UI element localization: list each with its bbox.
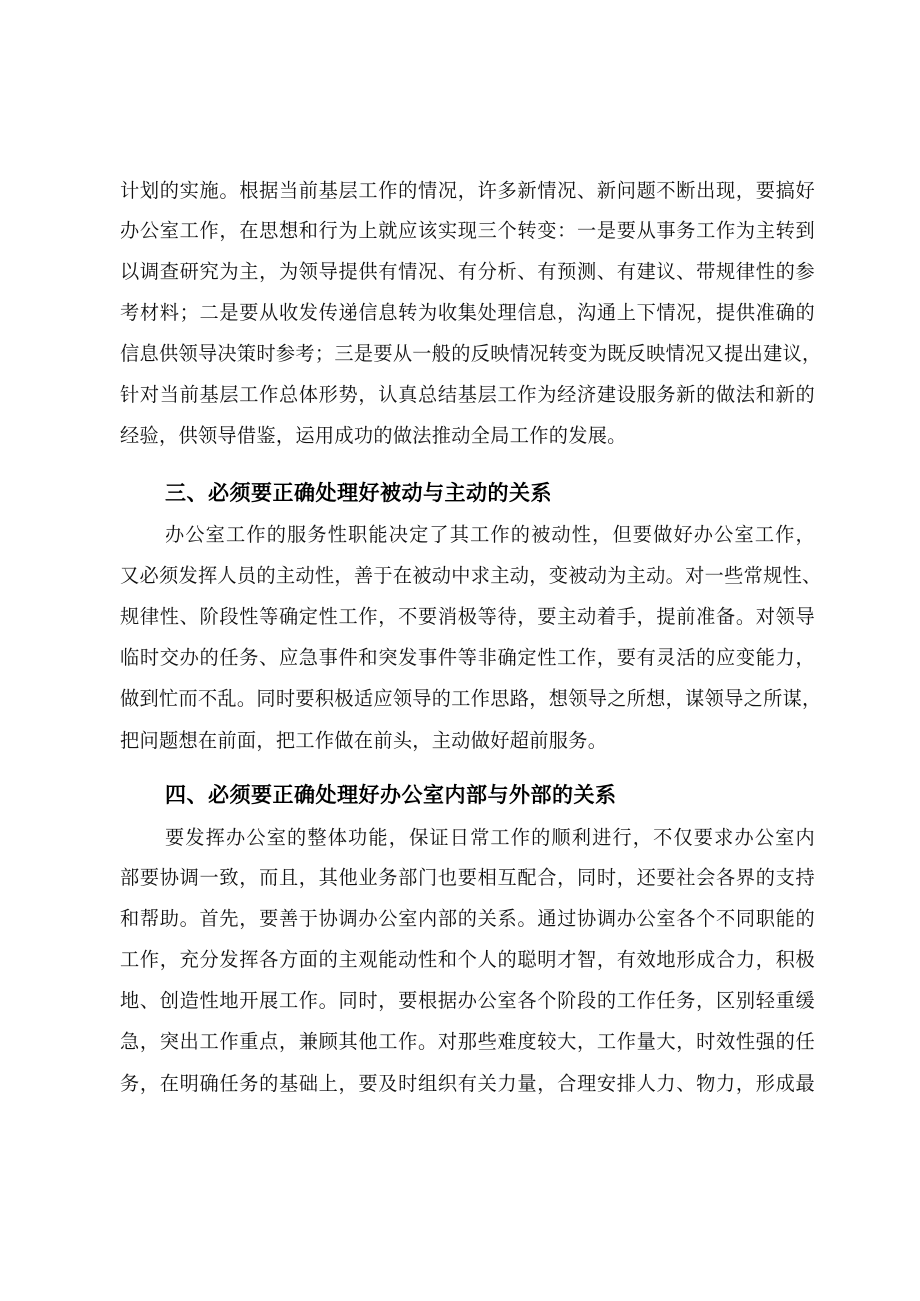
- paragraph-3-line-3: 和帮助。首先，要善于协调办公室内部的关系。通过协调办公室各个不同职能的: [120, 907, 815, 930]
- paragraph-2-line-2: 又必须发挥人员的主动性，善于在被动中求主动，变被动为主动。对一些常规性、: [120, 564, 822, 587]
- section-heading-3: 三、必须要正确处理好被动与主动的关系: [165, 481, 552, 505]
- paragraph-1-line-2: 办公室工作，在思想和行为上就应该实现三个转变：一是要从事务工作为主转到: [120, 219, 815, 242]
- paragraph-1-line-5: 信息供领导决策时参考；三是要从一般的反映情况转变为既反映情况又提出建议，: [120, 342, 822, 365]
- paragraph-2-line-3: 规律性、阶段性等确定性工作，不要消极等待，要主动着手，提前准备。对领导: [120, 605, 815, 628]
- paragraph-3-line-7: 务，在明确任务的基础上，要及时组织有关力量，合理安排人力、物力，形成最: [120, 1072, 815, 1095]
- paragraph-2-line-1: 办公室工作的服务性职能决定了其工作的被动性，但要做好办公室工作，: [165, 523, 815, 546]
- section-heading-4: 四、必须要正确处理好办公室内部与外部的关系: [165, 783, 617, 807]
- paragraph-3-line-5: 地、创造性地开展工作。同时，要根据办公室各个阶段的工作任务，区别轻重缓: [120, 989, 815, 1012]
- paragraph-2-line-4: 临时交办的任务、应急事件和突发事件等非确定性工作，要有灵活的应变能力，: [120, 646, 815, 669]
- paragraph-1-line-3: 以调查研究为主，为领导提供有情况、有分析、有预测、有建议、带规律性的参: [120, 260, 815, 283]
- paragraph-3-line-6: 急，突出工作重点，兼顾其他工作。对那些难度较大，工作量大，时效性强的任: [120, 1030, 815, 1053]
- paragraph-1-line-4: 考材料；二是要从收发传递信息转为收集处理信息，沟通上下情况，提供准确的: [120, 301, 815, 324]
- paragraph-2-line-5: 做到忙而不乱。同时要积极适应领导的工作思路，想领导之所想，谋领导之所谋，: [120, 687, 822, 710]
- paragraph-3-line-2: 部要协调一致，而且，其他业务部门也要相互配合，同时，还要社会各界的支持: [120, 866, 815, 889]
- paragraph-1-line-1: 计划的实施。根据当前基层工作的情况，许多新情况、新问题不断出现，要搞好: [120, 179, 815, 202]
- paragraph-1-line-6: 针对当前基层工作总体形势，认真总结基层工作为经济建设服务新的做法和新的: [120, 383, 815, 406]
- paragraph-3-line-1: 要发挥办公室的整体功能，保证日常工作的顺利进行，不仅要求办公室内: [165, 826, 815, 849]
- paragraph-3-line-4: 工作，充分发挥各方面的主观能动性和个人的聪明才智，有效地形成合力，积极: [120, 948, 815, 971]
- paragraph-1-line-7: 经验，供领导借鉴，运用成功的做法推动全局工作的发展。: [120, 424, 627, 447]
- paragraph-2-line-6: 把问题想在前面，把工作做在前头，主动做好超前服务。: [120, 729, 608, 752]
